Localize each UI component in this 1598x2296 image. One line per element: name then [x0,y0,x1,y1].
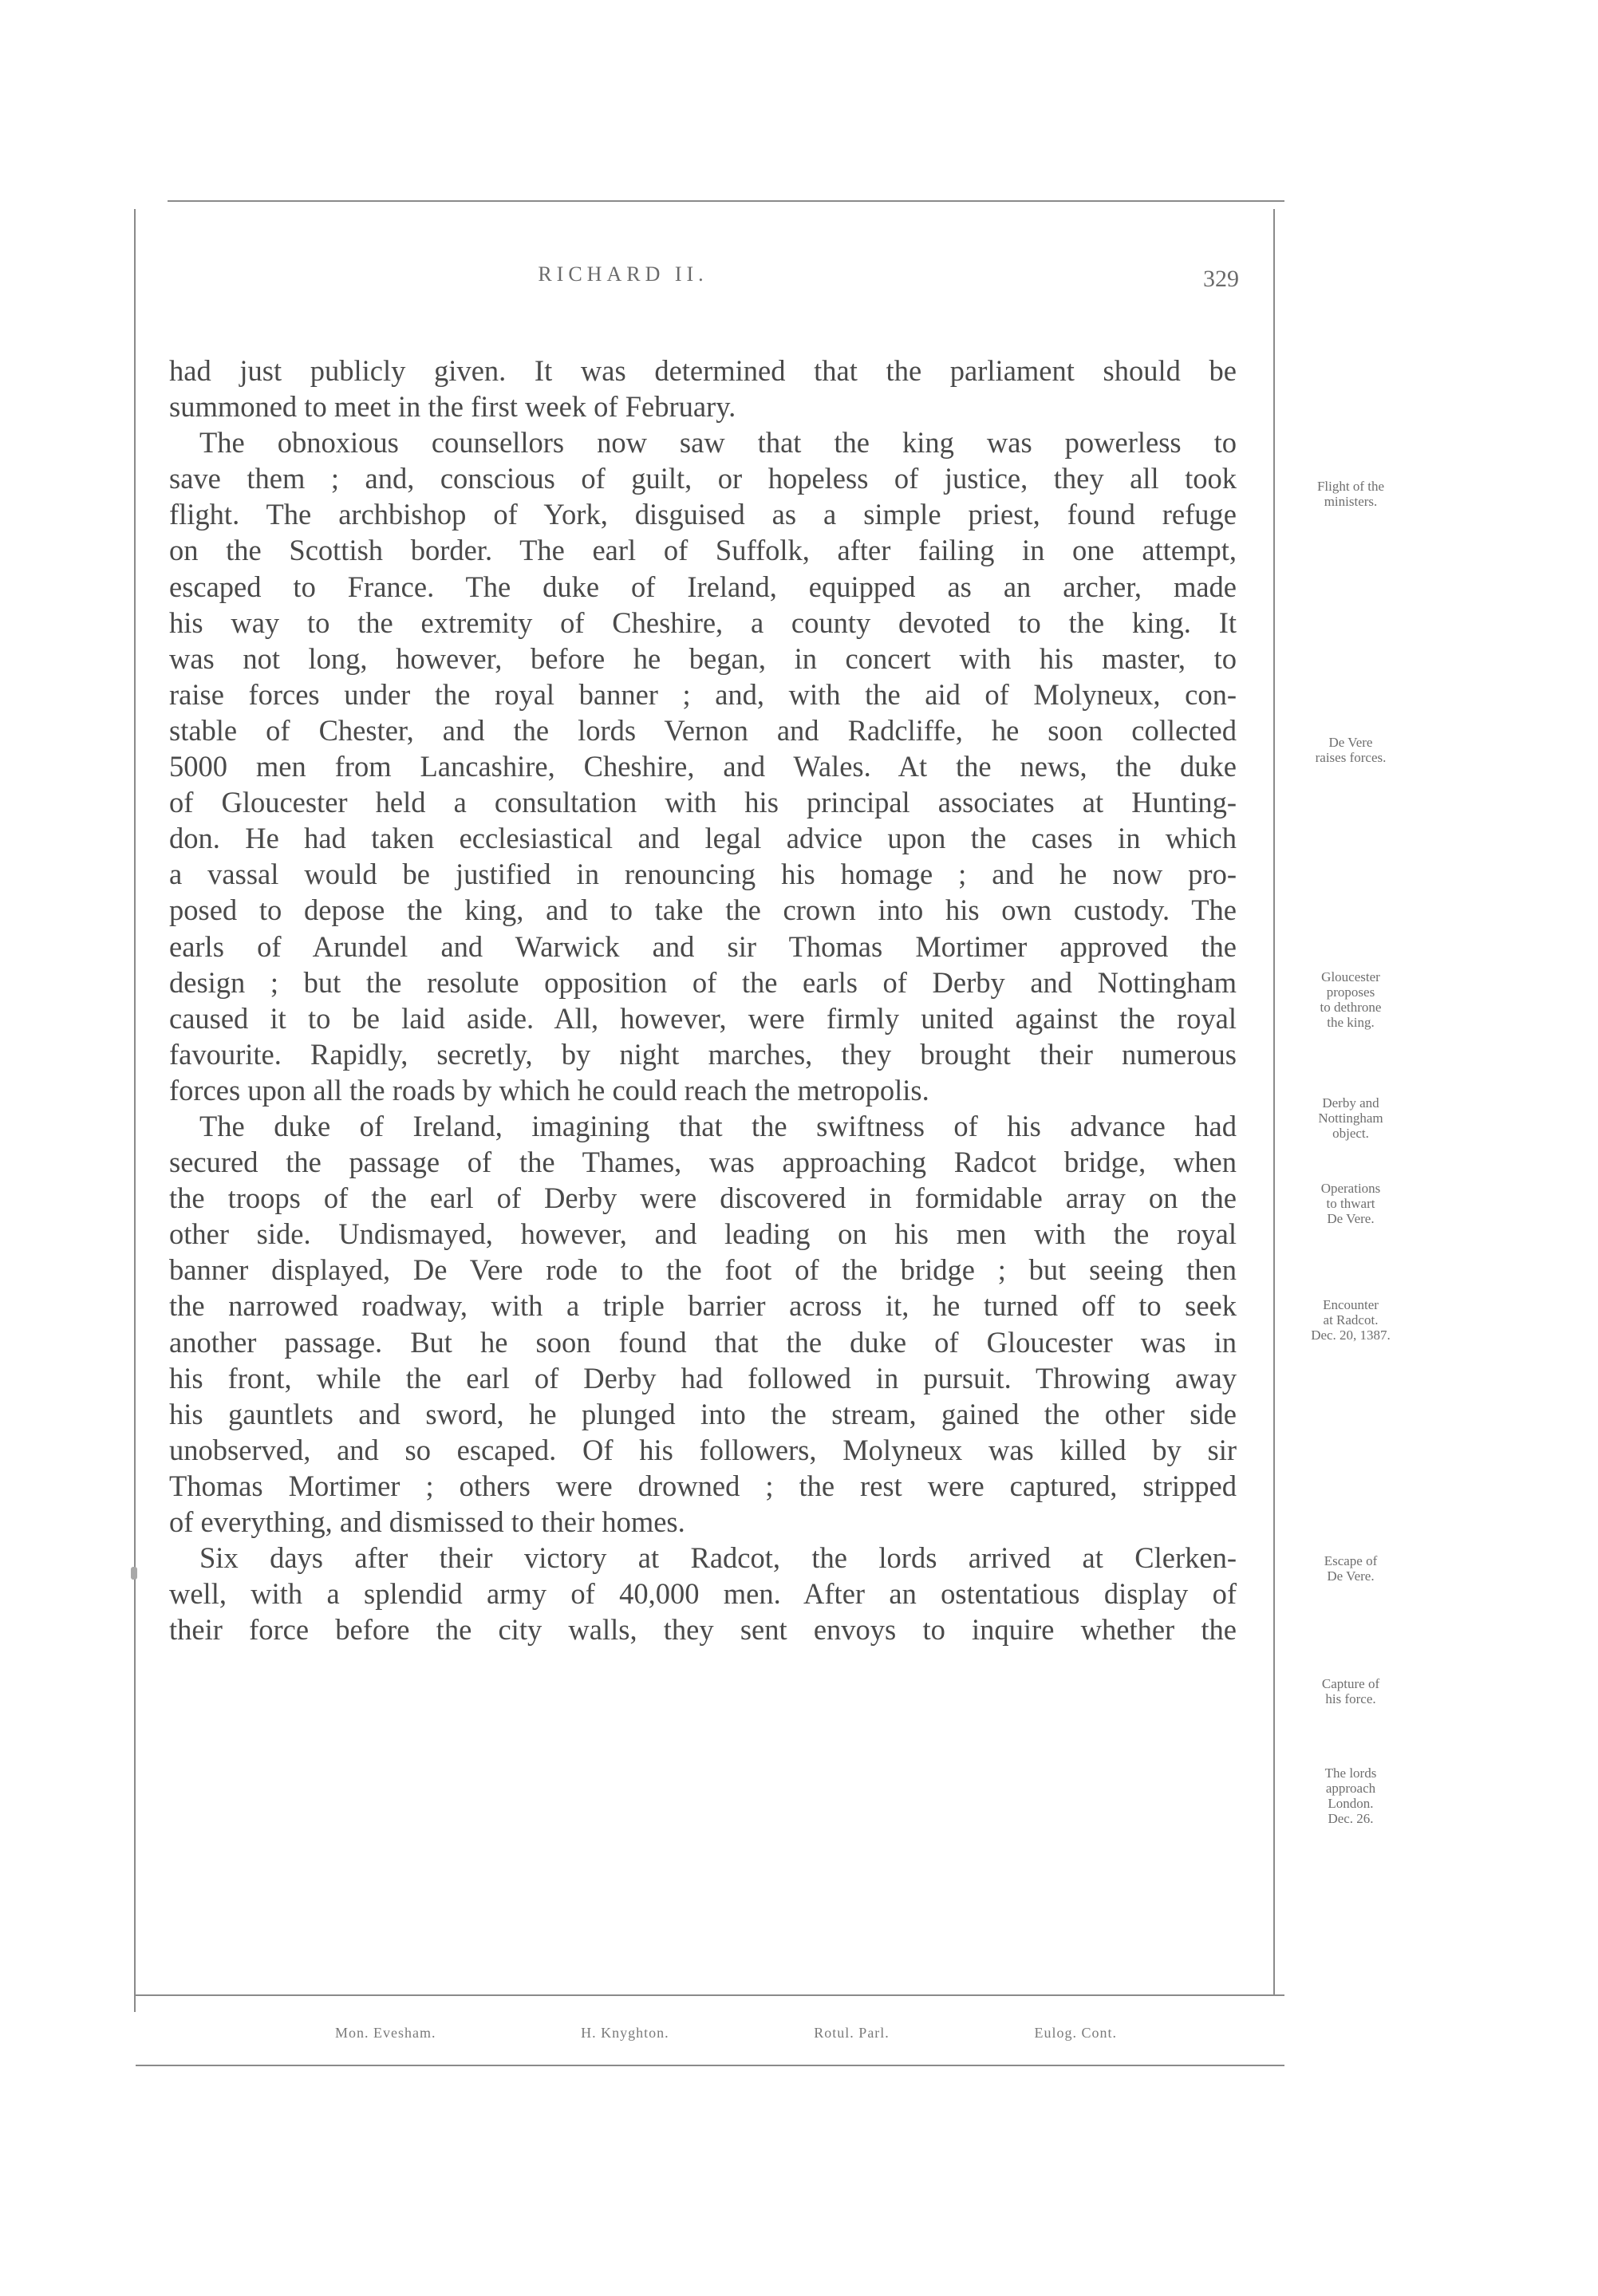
text-line: his gauntlets and sword, he plunged into the stream, gained the other side [169,1397,1237,1430]
sidenote-capture-of-force: Capture of his force. [1321,1676,1380,1706]
text-line: the narrowed roadway, with a triple barrier across it, he turned off to seek [169,1289,1237,1323]
running-header-title: RICHARD II. [538,262,708,286]
right-border-rule [1273,209,1275,1996]
sidenote-gloucester-proposes: Gloucester proposes to dethrone the king. [1320,969,1382,1030]
sidenote-de-vere-raises-forces: De Vere raises forces. [1315,735,1387,765]
text-line: a vassal would be justified in renouncing his homage ; and he now pro- [169,858,1237,891]
text-line: of Gloucester held a consultation with his principal associates at Hunting- [169,786,1237,819]
footer-source: Mon. Evesham. [335,2025,436,2041]
text-line: raise forces under the royal banner ; and, with the aid of Molyneux, con- [169,677,1237,711]
text-line: summoned to meet in the first week of February. [169,390,736,424]
text-line: was not long, however, before he began, in concert with his master, to [169,641,1237,675]
text-line: earls of Arundel and Warwick and sir Thomas Mortimer approved the [169,929,1237,963]
text-line: well, with a splendid army of 40,000 men. After an ostentatious display of [169,1577,1237,1611]
text-line: on the Scottish border. The earl of Suffolk, after failing in one attempt, [169,534,1237,567]
text-line: unobserved, and so escaped. Of his followers, Molyneux was killed by sir [169,1433,1237,1466]
sidenote-derby-nottingham-object: Derby and Nottingham object. [1318,1095,1383,1141]
text-line: Six days after their victory at Radcot, the lords arrived at Clerken- [199,1541,1237,1575]
margin-mark [131,1567,137,1580]
text-line: banner displayed, De Vere rode to the foot of the bridge ; but seeing then [169,1253,1237,1287]
top-border-rule [168,200,1284,202]
footer-sources [335,2025,1117,2042]
text-line: forces upon all the roads by which he could reach the metropolis. [169,1073,929,1107]
sidenote-flight-of-ministers: Flight of the ministers. [1316,479,1385,509]
sidenote-escape-of-de-vere: Escape of De Vere. [1324,1553,1378,1584]
body-text [169,353,1237,1647]
left-border-rule [134,209,136,2012]
text-line: their force before the city walls, they sent envoys to inquire whether the [169,1613,1237,1647]
page-number: 329 [1203,266,1239,292]
sidenote-operations-thwart-de-vere: Operations to thwart De Vere. [1320,1181,1381,1226]
text-line: of everything, and dismissed to their homes. [169,1505,685,1538]
text-line: don. He had taken ecclesiastical and legal advice upon the cases in which [169,822,1237,855]
bottom-border-rule [136,1994,1284,1996]
text-line: another passage. But he soon found that the duke of Gloucester was in [169,1325,1237,1359]
text-line: posed to depose the king, and to take the crown into his own custody. The [169,894,1237,927]
text-line: The obnoxious counsellors now saw that the king was powerless to [199,426,1237,460]
text-line: flight. The archbishop of York, disguised as a simple priest, found refuge [169,498,1237,531]
footer-source: H. Knyghton. [581,2025,669,2041]
text-line: save them ; and, conscious of guilt, or hopeless of justice, they all took [169,462,1237,495]
text-line: secured the passage of the Thames, was approaching Radcot bridge, when [169,1146,1237,1179]
text-line: his way to the extremity of Cheshire, a county devoted to the king. It [169,606,1237,639]
text-line: had just publicly given. It was determined that the parliament should be [169,354,1237,387]
text-line: his front, while the earl of Derby had followed in pursuit. Throwing away [169,1361,1237,1395]
sidenote-lords-approach-london: The lords approach London. Dec. 26. [1324,1765,1377,1826]
footer-source: Eulog. Cont. [1034,2025,1117,2041]
text-line: The duke of Ireland, imagining that the swiftness of his advance had [199,1109,1237,1142]
text-line: caused it to be laid aside. All, however, were firmly united against the royal [169,1001,1237,1035]
footer-bottom-rule [136,2065,1284,2066]
text-line: design ; but the resolute opposition of the earls of Derby and Nottingham [169,965,1237,999]
text-line: 5000 men from Lancashire, Cheshire, and Wales. At the news, the duke [169,750,1237,783]
text-line: other side. Undismayed, however, and leading on his men with the royal [169,1217,1237,1251]
text-line: the troops of the earl of Derby were discovered in formidable array on the [169,1182,1237,1215]
sidenote-encounter-at-radcot: Encounter at Radcot. Dec. 20, 1387. [1311,1297,1391,1343]
text-line: Thomas Mortimer ; others were drowned ; the rest were captured, stripped [169,1469,1237,1502]
footer-source: Rotul. Parl. [814,2025,890,2041]
text-line: stable of Chester, and the lords Vernon and Radcliffe, he soon collected [169,713,1237,747]
text-line: favourite. Rapidly, secretly, by night marches, they brought their numerous [169,1037,1237,1071]
text-line: escaped to France. The duke of Ireland, equipped as an archer, made [169,570,1237,603]
